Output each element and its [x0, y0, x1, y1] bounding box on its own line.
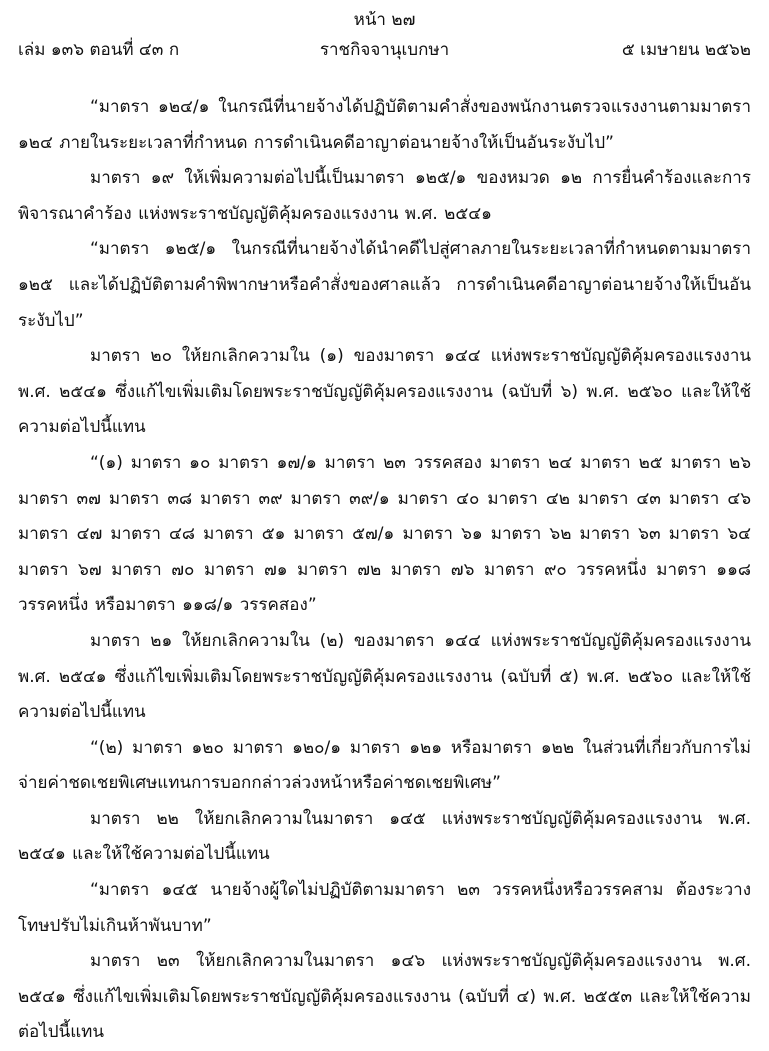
paragraph-section-124-1: “มาตรา ๑๒๔/๑ ในกรณีที่นายจ้างได้ปฏิบัติตามคำสั่งของพนักงานตรวจแรงงานตามมาตรา ๑๒๔ ภายในระยะเวลาที่กำหนด การดำเนินคดีอาญาต่อนายจ้างให้เป็นอันระงับไป”	[18, 97, 751, 153]
page-header	[18, 36, 751, 62]
paragraph-section-21: มาตรา ๒๑ ให้ยกเลิกความใน (๒) ของมาตรา ๑๔๔ แห่งพระราชบัญญัติคุ้มครองแรงงาน พ.ศ. ๒๕๔๑ ซึ่งแก้ไขเพิ่มเติมโดยพระราชบัญญัติคุ้มครองแรงงาน (ฉบับที่ ๕) พ.ศ. ๒๕๖๐ และให้ใช้ความต่อไปนี้แทน	[18, 630, 751, 723]
paragraph-section-125-1: “มาตรา ๑๒๕/๑ ในกรณีที่นายจ้างได้นำคดีไปสู่ศาลภายในระยะเวลาที่กำหนดตามมาตรา ๑๒๕ และได้ปฏิบัติตามคำพิพากษาหรือคำสั่งของศาลแล้ว การดำเนินคดีอาญาต่อนายจ้างให้เป็นอันระงับไป”	[18, 239, 751, 331]
paragraph-section-23: มาตรา ๒๓ ให้ยกเลิกความในมาตรา ๑๔๖ แห่งพระราชบัญญัติคุ้มครองแรงงาน พ.ศ. ๒๕๔๑ ซึ่งแก้ไขเพิ่มเติมโดยพระราชบัญญัติคุ้มครองแรงงาน (ฉบับที่ ๔) พ.ศ. ๒๕๕๓ และให้ใช้ความต่อไปนี้แทน	[18, 951, 751, 1043]
paragraph-item-1: “(๑) มาตรา ๑๐ มาตรา ๑๗/๑ มาตรา ๒๓ วรรคสอง มาตรา ๒๔ มาตรา ๒๕ มาตรา ๒๖ มาตรา ๓๗ มาตรา ๓๘ มาตรา ๓๙ มาตรา ๓๙/๑ มาตรา ๔๐ มาตรา ๔๒ มาตรา ๔๓ มาตรา ๔๖ มาตรา ๔๗ มาตรา ๔๘ มาตรา ๕๑ มาตรา ๕๗/๑ มาตรา ๖๑ มาตรา ๖๒ มาตรา ๖๓ มาตรา ๖๔ มาตรา ๖๗ มาตรา ๗๐ มาตรา ๗๑ มาตรา ๗๒ มาตรา ๗๖ มาตรา ๙๐ วรรคหนึ่ง มาตรา ๑๑๘ วรรคหนึ่ง หรือมาตรา ๑๑๘/๑ วรรคสอง”	[18, 452, 751, 616]
paragraph-item-2: “(๒) มาตรา ๑๒๐ มาตรา ๑๒๐/๑ มาตรา ๑๒๑ หรือมาตรา ๑๒๒ ในส่วนที่เกี่ยวกับการไม่จ่ายค่าชดเชยพิเศษแทนการบอกกล่าวล่วงหน้าหรือค่าชดเชยพิเศษ”	[18, 737, 751, 794]
volume-issue: เล่ม ๑๓๖ ตอนที่ ๔๓ ก	[18, 40, 180, 60]
paragraph-section-22: มาตรา ๒๒ ให้ยกเลิกความในมาตรา ๑๔๕ แห่งพระราชบัญญัติคุ้มครองแรงงาน พ.ศ. ๒๕๔๑ และให้ใช้ความต่อไปนี้แทน	[18, 808, 751, 865]
page-number: หน้า ๒๗	[353, 10, 416, 30]
paragraph-section-20: มาตรา ๒๐ ให้ยกเลิกความใน (๑) ของมาตรา ๑๔๔ แห่งพระราชบัญญัติคุ้มครองแรงงาน พ.ศ. ๒๕๔๑ ซึ่งแก้ไขเพิ่มเติมโดยพระราชบัญญัติคุ้มครองแรงงาน (ฉบับที่ ๖) พ.ศ. ๒๕๖๐ และให้ใช้ความต่อไปนี้แทน	[18, 346, 751, 438]
publication-date: ๕ เมษายน ๒๕๖๒	[621, 40, 751, 60]
paragraph-section-145: “มาตรา ๑๔๕ นายจ้างผู้ใดไม่ปฏิบัติตามมาตรา ๒๓ วรรคหนึ่งหรือวรรคสาม ต้องระวางโทษปรับไม่เกินห้าพันบาท”	[18, 880, 751, 936]
paragraph-section-19: มาตรา ๑๙ ให้เพิ่มความต่อไปนี้เป็นมาตรา ๑๒๕/๑ ของหมวด ๑๒ การยื่นคำร้องและการพิจารณาคำร้อง แห่งพระราชบัญญัติคุ้มครองแรงงาน พ.ศ. ๒๕๔๑	[18, 168, 751, 224]
publication-title: ราชกิจจานุเบกษา	[319, 40, 450, 60]
body-text	[18, 90, 751, 1051]
